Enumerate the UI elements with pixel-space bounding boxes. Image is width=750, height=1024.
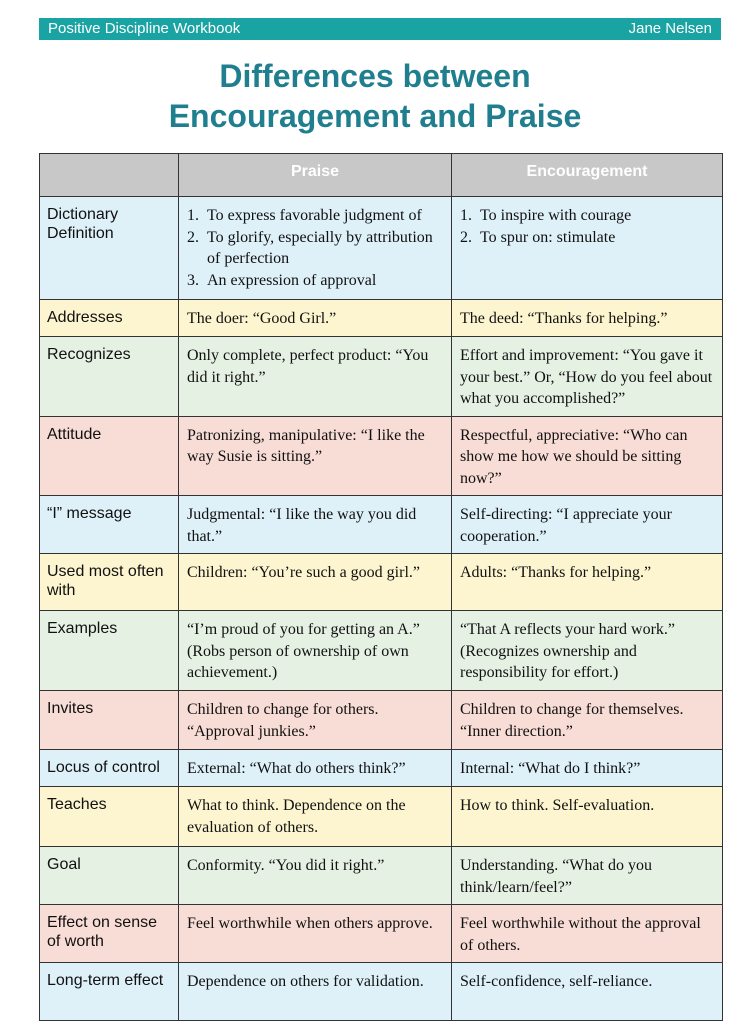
encouragement-cell: Effort and improvement: “You gave it your best.” Or, “How do you feel about what you accomplished?” (452, 337, 723, 417)
praise-cell: Patronizing, manipulative: “I like the way Susie is sitting.” (179, 416, 452, 496)
table-row (40, 691, 723, 750)
encouragement-cell: Internal: “What do I think?” (452, 750, 723, 787)
praise-definition-list (187, 205, 445, 291)
author-name: Jane Nelsen (628, 20, 712, 37)
praise-cell: Children to change for others. “Approval junkies.” (179, 691, 452, 750)
praise-cell (179, 197, 452, 300)
praise-cell: The doer: “Good Girl.” (179, 300, 452, 337)
list-item: 2. To spur on: stimulate (460, 228, 616, 246)
encouragement-cell: Feel worthwhile without the approval of others. (452, 905, 723, 963)
row-label: Locus of control (40, 750, 179, 787)
encouragement-cell: “That A reflects your hard work.” (Recognizes ownership and responsibility for effort.) (452, 611, 723, 691)
column-header-praise: Praise (179, 154, 452, 197)
row-label: Attitude (40, 416, 179, 496)
row-label: Examples (40, 611, 179, 691)
row-label: Addresses (40, 300, 179, 337)
encouragement-cell: Adults: “Thanks for helping.” (452, 554, 723, 611)
table-row (40, 300, 723, 337)
row-label: Long-term effect (40, 963, 179, 1021)
table-row (40, 197, 723, 300)
praise-cell: Conformity. “You did it right.” (179, 847, 452, 905)
list-item: 1. To inspire with courage (460, 207, 632, 224)
table-row (40, 496, 723, 554)
table-row (40, 963, 723, 1021)
page-title-line-2: Encouragement and Praise (168, 98, 582, 134)
encouragement-cell: Self-confidence, self-reliance. (452, 963, 723, 1021)
table-row (40, 905, 723, 963)
book-title: Positive Discipline Workbook (48, 20, 241, 37)
praise-cell: “I’m proud of you for getting an A.” (Robs person of ownership of own achievement.) (179, 611, 452, 691)
row-label: “I” message (40, 496, 179, 554)
encouragement-cell (452, 197, 723, 300)
table-row (40, 416, 723, 496)
comparison-table (39, 153, 723, 1021)
list-item: 2. To glorify, especially by attribution of perfection (187, 228, 433, 267)
page-title-line-1: Differences between (219, 58, 531, 94)
row-label: Goal (40, 847, 179, 905)
praise-cell: What to think. Dependence on the evaluation of others. (179, 787, 452, 847)
row-label: Invites (40, 691, 179, 750)
table-row (40, 611, 723, 691)
table-row (40, 750, 723, 787)
table-row (40, 554, 723, 611)
encouragement-cell: Children to change for themselves. “Inner direction.” (452, 691, 723, 750)
column-header-encouragement: Encouragement (452, 154, 723, 197)
table-row (40, 337, 723, 417)
row-label: Dictionary Definition (40, 197, 179, 300)
list-item: 1. To express favorable judgment of (187, 207, 422, 224)
praise-cell: Children: “You’re such a good girl.” (179, 554, 452, 611)
encouragement-cell: How to think. Self-evaluation. (452, 787, 723, 847)
encouragement-cell: Understanding. “What do you think/learn/feel?” (452, 847, 723, 905)
page-title (0, 56, 750, 136)
table-row (40, 787, 723, 847)
row-label: Recognizes (40, 337, 179, 417)
column-header-blank (40, 154, 179, 197)
header-bar (39, 18, 721, 40)
encouragement-cell: Self-directing: “I appreciate your cooperation.” (452, 496, 723, 554)
praise-cell: External: “What do others think?” (179, 750, 452, 787)
table-header-row (40, 154, 723, 197)
row-label: Effect on sense of worth (40, 905, 179, 963)
table-row (40, 847, 723, 905)
encouragement-cell: Respectful, appreciative: “Who can show me how we should be sitting now?” (452, 416, 723, 496)
praise-cell: Only complete, perfect product: “You did it right.” (179, 337, 452, 417)
encouragement-cell: The deed: “Thanks for helping.” (452, 300, 723, 337)
encouragement-definition-list (460, 205, 716, 248)
list-item: 3. An expression of approval (187, 271, 377, 289)
row-label: Used most often with (40, 554, 179, 611)
row-label: Teaches (40, 787, 179, 847)
praise-cell: Judgmental: “I like the way you did that.” (179, 496, 452, 554)
praise-cell: Feel worthwhile when others approve. (179, 905, 452, 963)
praise-cell: Dependence on others for validation. (179, 963, 452, 1021)
